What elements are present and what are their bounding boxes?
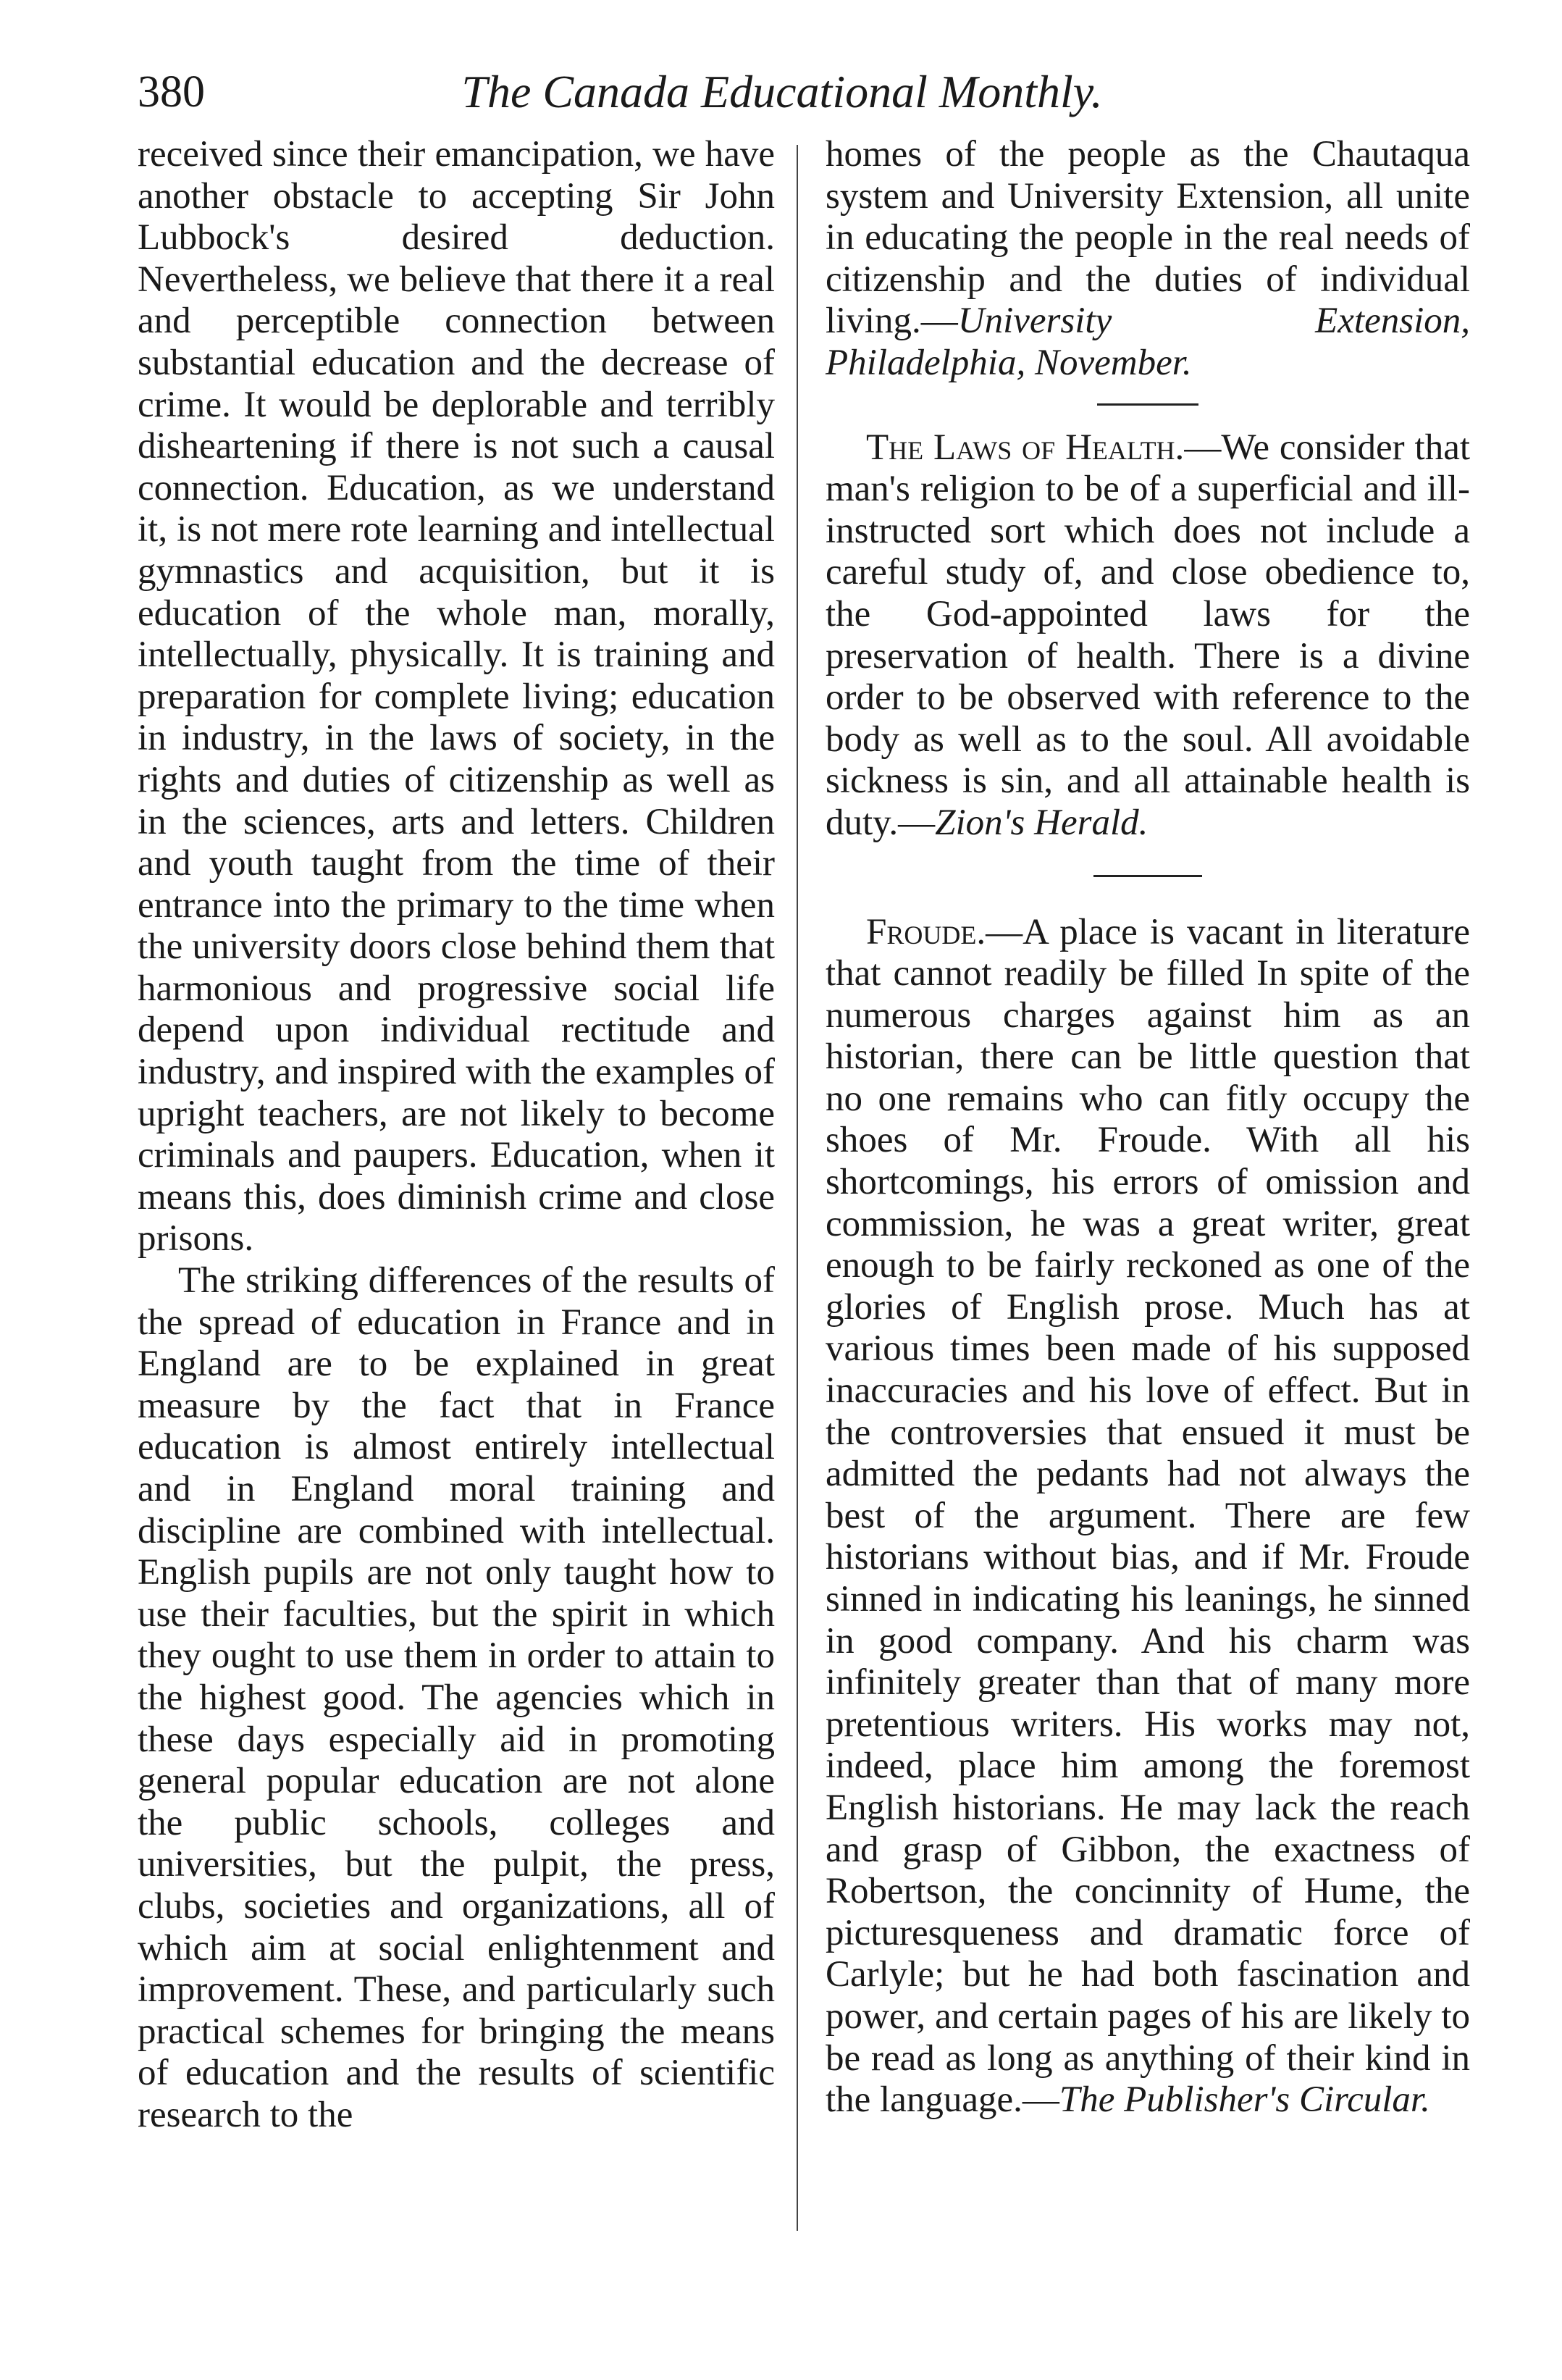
section-rule xyxy=(1093,875,1202,877)
extension-source: University Extension, Philadelphia, November. xyxy=(826,301,1470,383)
column-divider xyxy=(797,145,798,2231)
left-paragraph-1: received since their emancipation, we have another obstacle to accepting Sir John Lubbock's desired deduction. Nevertheless, we believe that there it a real and perceptible connection between substantial education and the decrease of crime. It would be deplorable and terribly disheartening if there is not such a causal connection. Education, as we understand it, is not mere rote learning and intellectual gymnastics and acquisition, but it is education of the whole man, morally, intellectually, physically. It is training and preparation for complete living; education in industry, in the laws of society, in the rights and duties of citizenship as well as in the sciences, arts and letters. Children and youth taught from the time of their entrance into the primary to the time when the university doors close behind them that harmonious and progressive social life depend upon individual rectitude and industry, and inspired with the examples of upright teachers, are not likely to become criminals and paupers. Education, when it means this, does diminish crime and close prisons. xyxy=(138,134,775,1260)
extension-text: homes of the people as the Chautaqua system and University Extension, all unite in educating the people in the real needs of citizenship and the duties of individual living.— xyxy=(826,134,1470,342)
page-header xyxy=(138,52,1427,132)
extension-paragraph xyxy=(826,134,1470,385)
page-number: 380 xyxy=(138,67,205,117)
right-column xyxy=(826,134,1470,2121)
froude-text: —A place is vacant in literature that cannot readily be filled In spite of the numerous charges against him as an historian, there can be little question that no one remains who can fitly occupy the shoes of Mr. Froude. With all his shortcomings, his errors of omission and commission, he was a great writer, great enough to be fairly reckoned as one of the glories of English prose. Much has at various times been made of his supposed inaccuracies and his love of effect. But in the controversies that ensued it must be admitted the pedants had not always the best of the argument. There are few historians without bias, and if Mr. Froude sinned in indicating his leanings, he sinned in good company. And his charm was infinitely greater than that of many more pretentious writers. His works may not, indeed, place him among the foremost English historians. He may lack the reach and grasp of Gibbon, the exactness of Robertson, the concinnity of Hume, the picturesqueness and dramatic force of Carlyle; but he had both fascination and power, and certain pages of his are likely to be read as long as anything of their kind in the language.— xyxy=(826,911,1470,2121)
left-column xyxy=(138,134,775,2137)
froude-paragraph xyxy=(826,912,1470,2121)
froude-source: The Publisher's Circular. xyxy=(1059,2079,1430,2121)
health-heading: The Laws of Health. xyxy=(866,427,1185,468)
health-text: —We consider that man's religion to be of a superficial and ill-instructed sort which does not include a careful study of, and close obedience to, the God-appointed laws for the preservation of health. There is a divine order to be observed with reference to the body as well as to the soul. All avoidable sickness is sin, and all attainable health is duty.— xyxy=(826,427,1471,843)
froude-heading: Froude. xyxy=(866,911,986,952)
running-title: The Canada Educational Monthly. xyxy=(461,66,1103,117)
left-paragraph-2: The striking differences of the results of the spread of education in France and in England are to be explained in great measure by the fact that in France education is almost entirely intellectual and in England moral training and discipline are combined with intellectual. English pupils are not only taught how to use their faculties, but the spirit in which they ought to use them in order to attain to the highest good. The agencies which in these days especially aid in promoting general popular education are not alone the public schools, colleges and universities, but the pulpit, the press, clubs, societies and organizations, all of which aim at social enlightenment and improvement. These, and particularly such practical schemes for bringing the means of education and the results of scientific research to the xyxy=(138,1260,775,2135)
section-rule xyxy=(1097,403,1198,406)
health-source: Zion's Herald. xyxy=(935,802,1149,843)
health-paragraph xyxy=(826,427,1470,845)
